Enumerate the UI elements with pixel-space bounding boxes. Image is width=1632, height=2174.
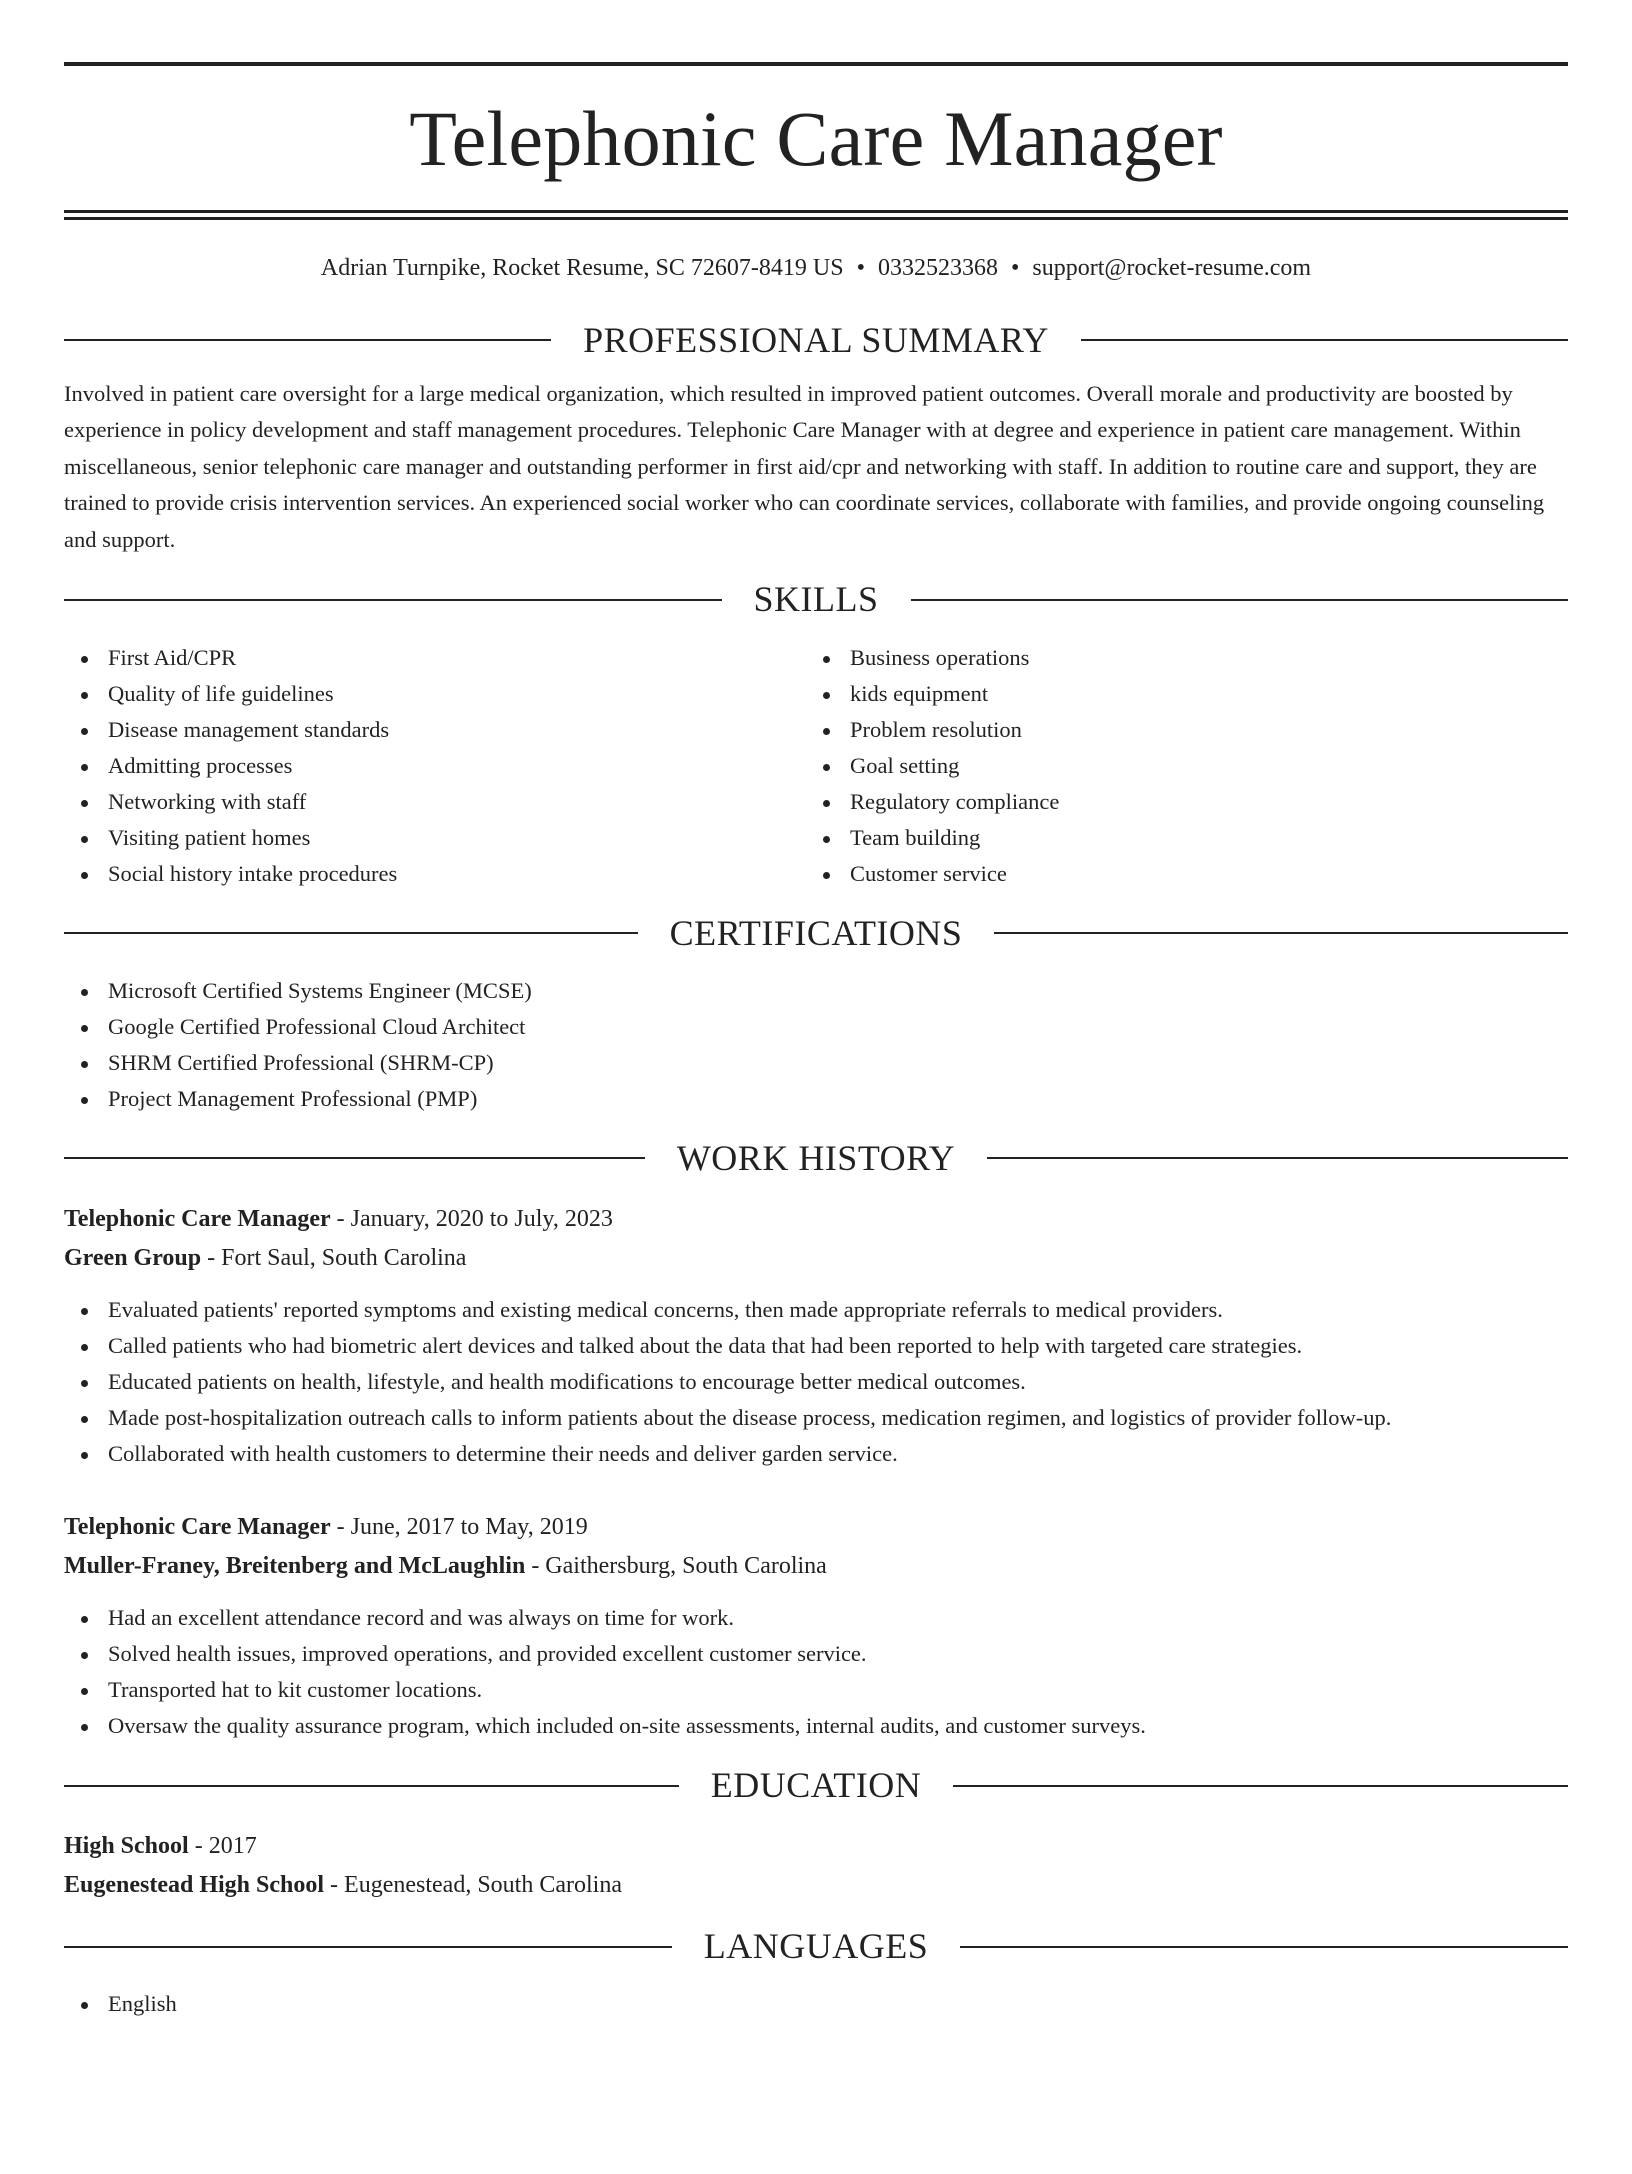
divider-line bbox=[64, 599, 722, 601]
list-item: Admitting processes bbox=[64, 748, 806, 784]
resume-page bbox=[0, 62, 1632, 2174]
job-title: Telephonic Care Manager bbox=[64, 1206, 331, 1233]
list-item: Educated patients on health, lifestyle, and health modifications to encourage better medical outcomes. bbox=[64, 1364, 1568, 1400]
divider-line bbox=[987, 1157, 1568, 1159]
section-header-education bbox=[64, 1764, 1568, 1807]
education-location: - Eugenestead, South Carolina bbox=[324, 1872, 622, 1899]
education-school: Eugenestead High School bbox=[64, 1872, 325, 1899]
contact-address: Adrian Turnpike, Rocket Resume, SC 72607-8419 US bbox=[320, 255, 844, 281]
list-item: Collaborated with health customers to determine their needs and deliver garden service. bbox=[64, 1436, 1568, 1472]
resume-title: Telephonic Care Manager bbox=[409, 95, 1223, 182]
list-item: Solved health issues, improved operations, and provided excellent customer service. bbox=[64, 1636, 1568, 1672]
job-bullets bbox=[64, 1292, 1568, 1472]
section-title: LANGUAGES bbox=[703, 1926, 929, 1967]
contact-phone: 0332523368 bbox=[877, 255, 998, 281]
divider-line bbox=[64, 339, 551, 341]
job-title-line bbox=[64, 1200, 1568, 1239]
divider-line bbox=[64, 932, 638, 934]
section-header-certifications bbox=[64, 912, 1568, 955]
job-location: - Gaithersburg, South Carolina bbox=[525, 1553, 827, 1580]
list-item: kids equipment bbox=[806, 676, 1548, 712]
list-item: Team building bbox=[806, 820, 1548, 856]
skills-list-right bbox=[806, 640, 1548, 892]
section-title: EDUCATION bbox=[710, 1765, 922, 1806]
job-company-line bbox=[64, 1239, 1568, 1278]
divider-line bbox=[64, 1946, 672, 1948]
list-item: Evaluated patients' reported symptoms and existing medical concerns, then made appropriate referrals to medical providers. bbox=[64, 1292, 1568, 1328]
list-item: SHRM Certified Professional (SHRM-CP) bbox=[64, 1045, 1568, 1081]
job-company-line bbox=[64, 1547, 1568, 1586]
list-item: Quality of life guidelines bbox=[64, 676, 806, 712]
skills-list-left bbox=[64, 640, 806, 892]
section-header-summary bbox=[64, 319, 1568, 362]
job-bullets bbox=[64, 1600, 1568, 1744]
list-item: Project Management Professional (PMP) bbox=[64, 1081, 1568, 1117]
job-title-line bbox=[64, 1508, 1568, 1547]
list-item: Customer service bbox=[806, 856, 1548, 892]
job-entry bbox=[64, 1508, 1568, 1744]
list-item: Problem resolution bbox=[806, 712, 1548, 748]
divider-line bbox=[960, 1946, 1568, 1948]
section-title: WORK HISTORY bbox=[676, 1137, 956, 1178]
education-entry bbox=[64, 1827, 1568, 1905]
title-double-rule bbox=[64, 210, 1568, 220]
list-item: Visiting patient homes bbox=[64, 820, 806, 856]
list-item: Oversaw the quality assurance program, which included on-site assessments, internal audits, and customer surveys. bbox=[64, 1708, 1568, 1744]
section-header-skills bbox=[64, 578, 1568, 621]
skills-grid bbox=[64, 640, 1568, 892]
divider-line bbox=[1081, 339, 1568, 341]
top-rule bbox=[64, 62, 1568, 66]
list-item: Had an excellent attendance record and was always on time for work. bbox=[64, 1600, 1568, 1636]
job-dates: - January, 2020 to July, 2023 bbox=[330, 1206, 613, 1233]
section-title: CERTIFICATIONS bbox=[669, 912, 963, 953]
certifications-list bbox=[64, 973, 1568, 1117]
list-item: Networking with staff bbox=[64, 784, 806, 820]
job-location: - Fort Saul, South Carolina bbox=[201, 1245, 467, 1272]
list-item: Goal setting bbox=[806, 748, 1548, 784]
education-degree-line bbox=[64, 1827, 1568, 1866]
summary-text: Involved in patient care oversight for a large medical organization, which resulted in improved patient outcomes. Overall morale and productivity are boosted by experience in policy development and staff management procedures. Telephonic Care Manager with at degree and experience in patient care management. Within miscellaneous, senior telephonic care manager and outstanding performer in first aid/cpr and networking with staff. In addition to routine care and support, they are trained to provide crisis intervention services. An experienced social worker who can coordinate services, collaborate with families, and provide ongoing counseling and support. bbox=[64, 380, 1545, 552]
section-header-languages bbox=[64, 1925, 1568, 1968]
list-item: Google Certified Professional Cloud Architect bbox=[64, 1009, 1568, 1045]
education-school-line bbox=[64, 1866, 1568, 1905]
job-company: Green Group bbox=[64, 1245, 202, 1272]
list-item: Made post-hospitalization outreach calls to inform patients about the disease process, medication regimen, and logistics of provider follow-up. bbox=[64, 1400, 1568, 1436]
education-year: - 2017 bbox=[188, 1833, 257, 1860]
contact-line bbox=[64, 254, 1568, 283]
list-item: Microsoft Certified Systems Engineer (MCSE) bbox=[64, 973, 1568, 1009]
list-item: Social history intake procedures bbox=[64, 856, 806, 892]
divider-line bbox=[911, 599, 1569, 601]
section-title: SKILLS bbox=[753, 579, 879, 620]
list-item: Transported hat to kit customer locations. bbox=[64, 1672, 1568, 1708]
list-item: Business operations bbox=[806, 640, 1548, 676]
section-header-work-history bbox=[64, 1137, 1568, 1180]
job-company: Muller-Franey, Breitenberg and McLaughlin bbox=[64, 1553, 526, 1580]
list-item: Regulatory compliance bbox=[806, 784, 1548, 820]
contact-email: support@rocket-resume.com bbox=[1032, 255, 1312, 281]
contact-separator: • bbox=[1010, 255, 1020, 281]
divider-line bbox=[953, 1785, 1568, 1787]
job-title: Telephonic Care Manager bbox=[64, 1514, 331, 1541]
divider-line bbox=[994, 932, 1568, 934]
list-item: Called patients who had biometric alert devices and talked about the data that had been reported to help with targeted care strategies. bbox=[64, 1328, 1568, 1364]
divider-line bbox=[64, 1785, 679, 1787]
list-item: First Aid/CPR bbox=[64, 640, 806, 676]
job-dates: - June, 2017 to May, 2019 bbox=[330, 1514, 588, 1541]
list-item: English bbox=[64, 1986, 1568, 2022]
languages-list bbox=[64, 1986, 1568, 2022]
list-item: Disease management standards bbox=[64, 712, 806, 748]
divider-line bbox=[64, 1157, 645, 1159]
job-entry bbox=[64, 1200, 1568, 1472]
contact-separator: • bbox=[856, 255, 865, 281]
section-title: PROFESSIONAL SUMMARY bbox=[583, 319, 1049, 360]
education-degree: High School bbox=[64, 1833, 189, 1860]
